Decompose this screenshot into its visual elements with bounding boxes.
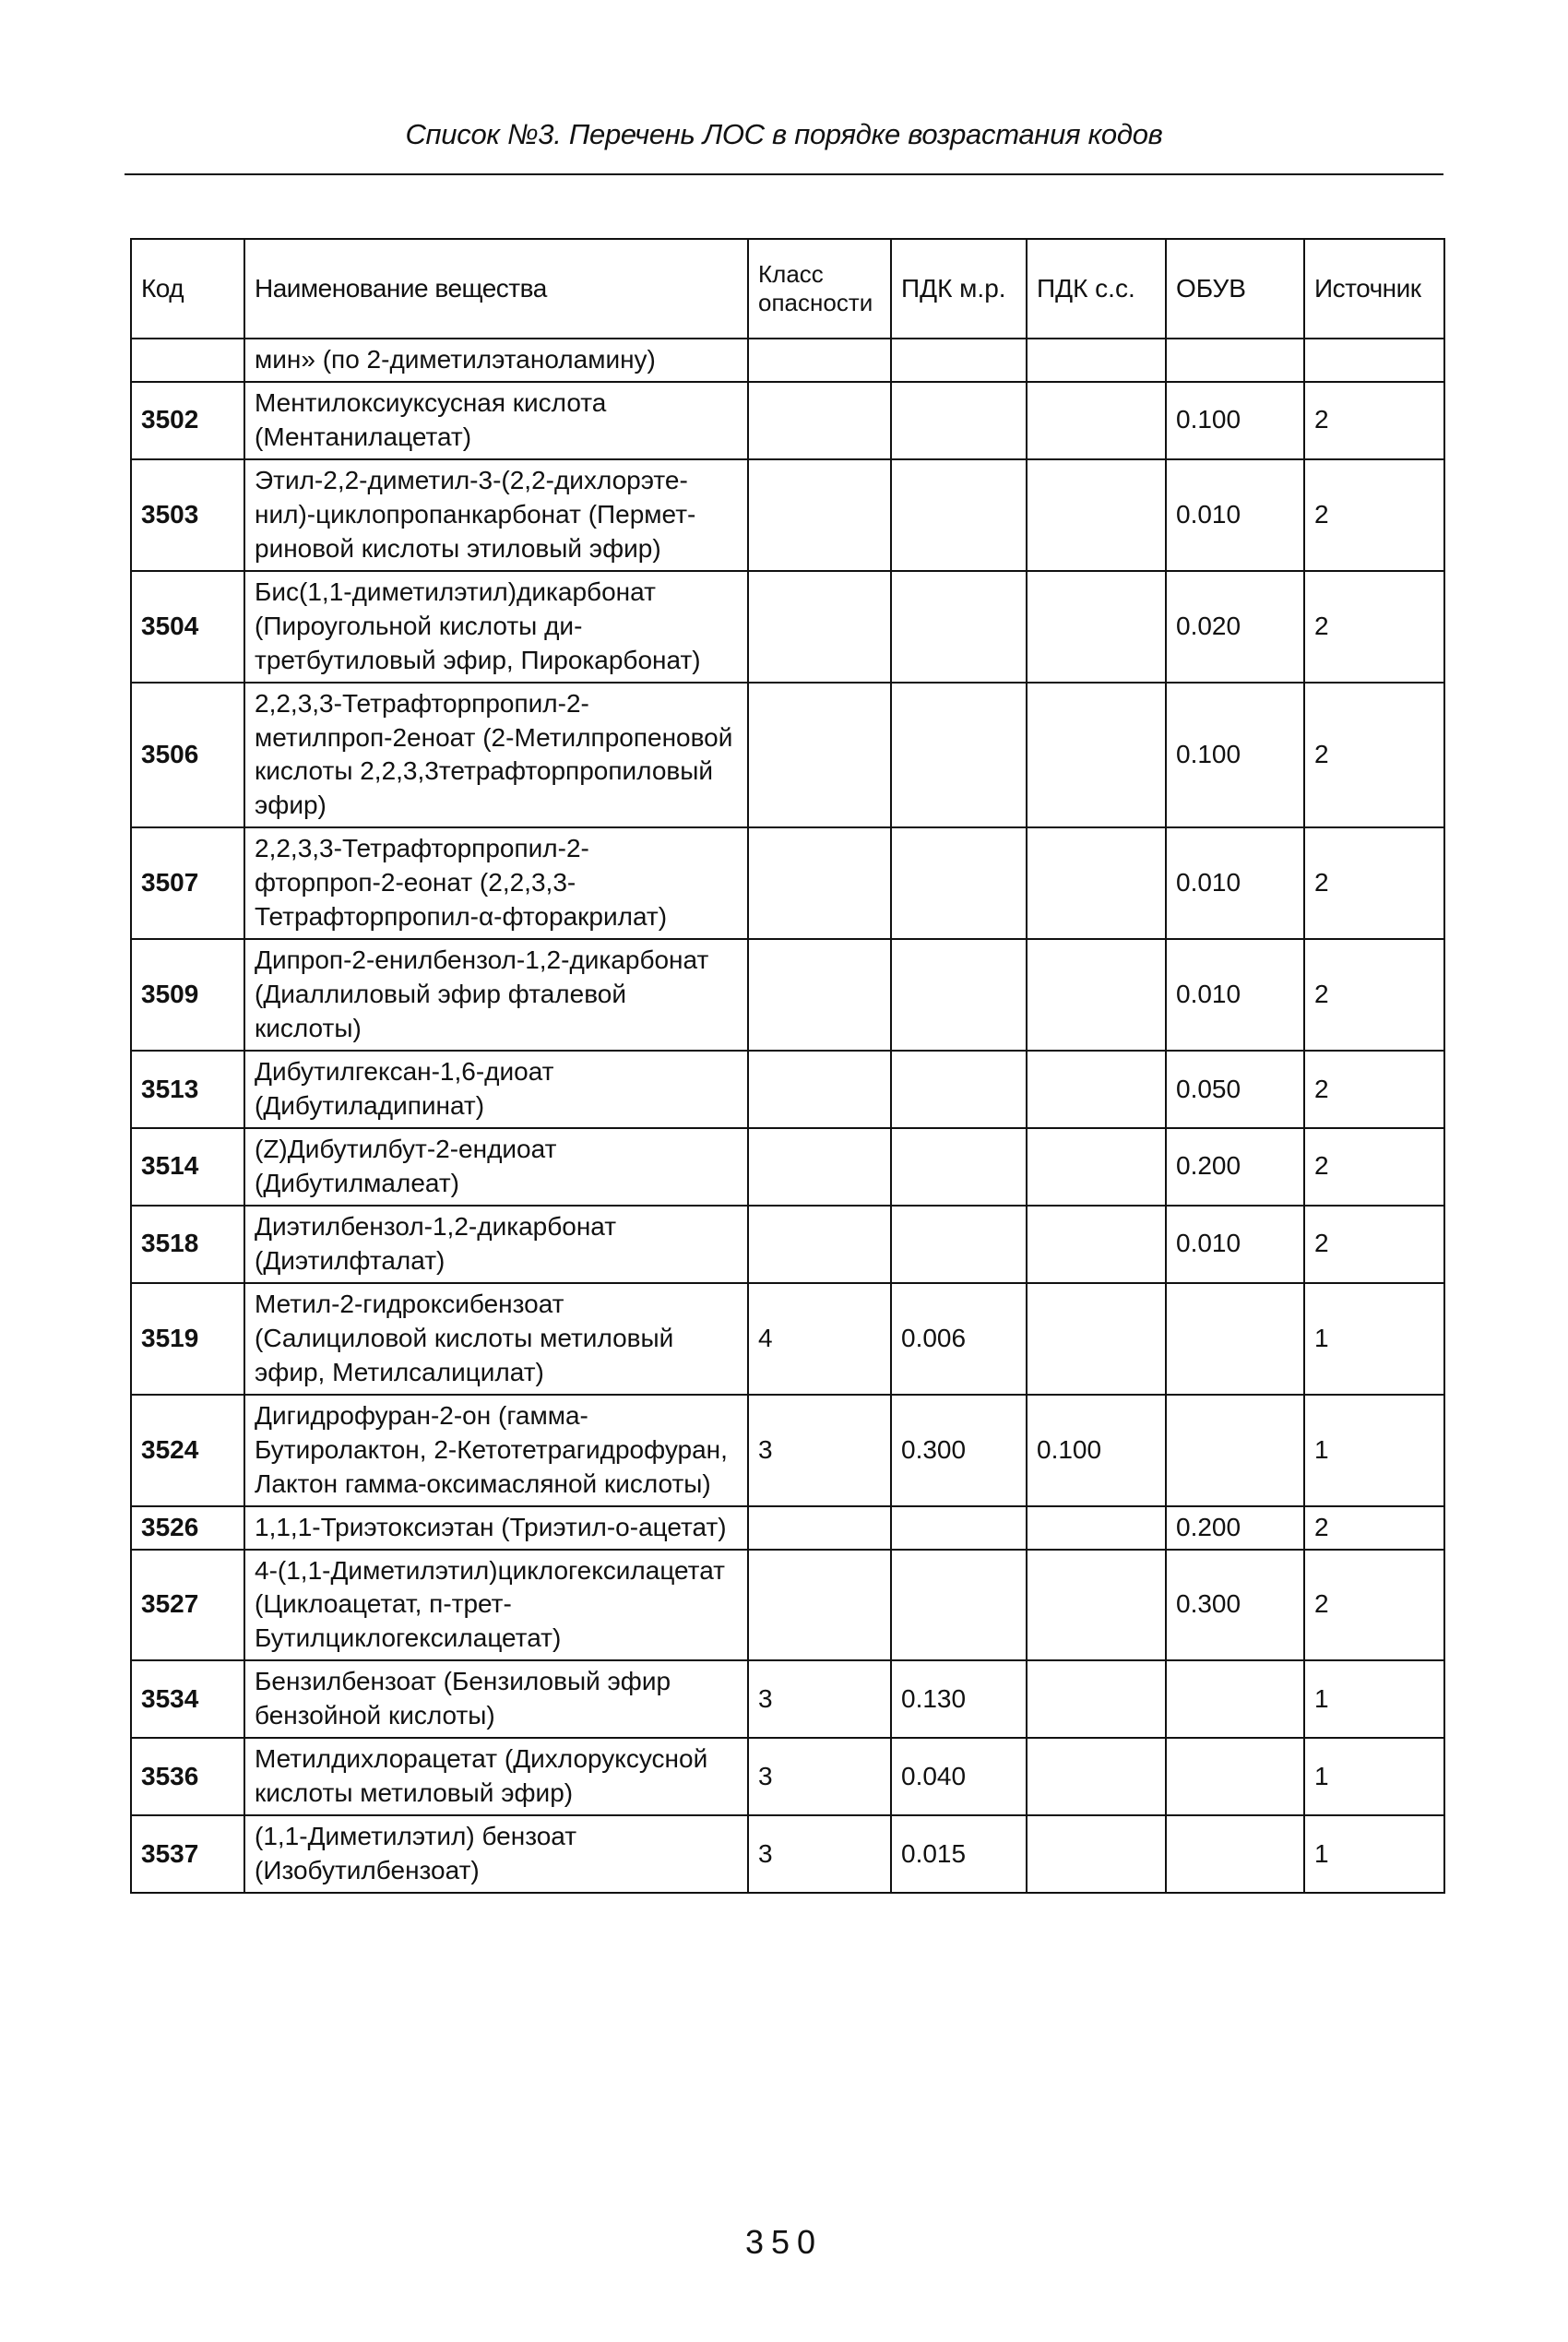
substance-table-wrapper xyxy=(130,238,1443,1894)
cell-obuv xyxy=(1166,1815,1304,1893)
cell-hazard-class xyxy=(748,571,891,683)
table-row xyxy=(131,571,1444,683)
cell-hazard-class xyxy=(748,1506,891,1550)
cell-pdk-mr xyxy=(891,339,1027,382)
cell-obuv xyxy=(1166,1738,1304,1815)
cell-substance-name: 2,2,3,3-Тетрафторпропил-2-фторпроп-2-еонат (2,2,3,3-Тетрафторпропил-α-фторакрилат) xyxy=(244,827,748,939)
cell-hazard-class xyxy=(748,382,891,459)
column-header-obuv: ОБУВ xyxy=(1166,239,1304,339)
cell-substance-name: (1,1-Диметилэтил) бензоат (Изобутилбензоат) xyxy=(244,1815,748,1893)
cell-pdk-mr xyxy=(891,683,1027,828)
cell-code: 3534 xyxy=(131,1660,244,1738)
table-row xyxy=(131,683,1444,828)
cell-substance-name: Ментилоксиуксусная кислота (Ментанилацетат) xyxy=(244,382,748,459)
cell-pdk-mr xyxy=(891,1206,1027,1283)
cell-pdk-ss xyxy=(1027,1815,1166,1893)
cell-substance-name: 1,1,1-Триэтоксиэтан (Триэтил-о-ацетат) xyxy=(244,1506,748,1550)
cell-source: 2 xyxy=(1304,1128,1444,1206)
cell-substance-name: Этил-2,2-диметил-3-(2,2-дихлорэте-нил)-циклопропанкарбонат (Пермет-риновой кислоты этиловый эфир) xyxy=(244,459,748,571)
cell-code: 3536 xyxy=(131,1738,244,1815)
cell-hazard-class xyxy=(748,1550,891,1661)
cell-hazard-class: 3 xyxy=(748,1815,891,1893)
cell-pdk-ss xyxy=(1027,683,1166,828)
cell-hazard-class: 4 xyxy=(748,1283,891,1395)
cell-code xyxy=(131,339,244,382)
cell-code: 3509 xyxy=(131,939,244,1051)
cell-code: 3526 xyxy=(131,1506,244,1550)
cell-obuv: 0.010 xyxy=(1166,459,1304,571)
cell-substance-name: Метил-2-гидроксибензоат (Салициловой кислоты метиловый эфир, Метилсалицилат) xyxy=(244,1283,748,1395)
cell-pdk-ss xyxy=(1027,827,1166,939)
cell-code: 3519 xyxy=(131,1283,244,1395)
cell-pdk-ss xyxy=(1027,382,1166,459)
cell-source: 2 xyxy=(1304,939,1444,1051)
column-header-pdk-ss: ПДК с.с. xyxy=(1027,239,1166,339)
cell-obuv: 0.050 xyxy=(1166,1051,1304,1128)
cell-pdk-ss: 0.100 xyxy=(1027,1395,1166,1506)
cell-hazard-class: 3 xyxy=(748,1395,891,1506)
cell-obuv: 0.020 xyxy=(1166,571,1304,683)
cell-substance-name: (Z)Дибутилбут-2-ендиоат (Дибутилмалеат) xyxy=(244,1128,748,1206)
table-body xyxy=(131,339,1444,1893)
cell-substance-name: мин» (по 2-диметилэтаноламину) xyxy=(244,339,748,382)
cell-code: 3537 xyxy=(131,1815,244,1893)
cell-hazard-class: 3 xyxy=(748,1660,891,1738)
cell-substance-name: 4-(1,1-Диметилэтил)циклогексилацетат (Циклоацетат, п-трет-Бутилциклогексилацетат) xyxy=(244,1550,748,1661)
cell-source: 1 xyxy=(1304,1738,1444,1815)
table-header-row xyxy=(131,239,1444,339)
cell-hazard-class xyxy=(748,683,891,828)
cell-hazard-class: 3 xyxy=(748,1738,891,1815)
cell-obuv: 0.010 xyxy=(1166,1206,1304,1283)
cell-pdk-mr: 0.040 xyxy=(891,1738,1027,1815)
cell-pdk-ss xyxy=(1027,1506,1166,1550)
cell-substance-name: Бензилбензоат (Бензиловый эфир бензойной кислоты) xyxy=(244,1660,748,1738)
cell-hazard-class xyxy=(748,1051,891,1128)
cell-source: 2 xyxy=(1304,1051,1444,1128)
cell-obuv xyxy=(1166,1395,1304,1506)
cell-pdk-mr xyxy=(891,939,1027,1051)
cell-pdk-mr: 0.300 xyxy=(891,1395,1027,1506)
cell-code: 3527 xyxy=(131,1550,244,1661)
cell-source: 2 xyxy=(1304,1550,1444,1661)
cell-hazard-class xyxy=(748,1128,891,1206)
cell-code: 3507 xyxy=(131,827,244,939)
cell-pdk-mr xyxy=(891,1506,1027,1550)
cell-code: 3514 xyxy=(131,1128,244,1206)
cell-obuv xyxy=(1166,1283,1304,1395)
cell-pdk-ss xyxy=(1027,459,1166,571)
cell-hazard-class xyxy=(748,1206,891,1283)
cell-hazard-class xyxy=(748,339,891,382)
cell-obuv: 0.010 xyxy=(1166,827,1304,939)
cell-obuv: 0.200 xyxy=(1166,1128,1304,1206)
cell-source: 2 xyxy=(1304,683,1444,828)
cell-hazard-class xyxy=(748,459,891,571)
header-divider xyxy=(125,173,1443,175)
cell-pdk-mr xyxy=(891,1051,1027,1128)
cell-substance-name: 2,2,3,3-Тетрафторпропил-2-метилпроп-2еноат (2-Метилпропеновой кислоты 2,2,3,3тетрафторпропиловый эфир) xyxy=(244,683,748,828)
cell-hazard-class xyxy=(748,827,891,939)
cell-code: 3506 xyxy=(131,683,244,828)
table-row xyxy=(131,1738,1444,1815)
table-row xyxy=(131,1395,1444,1506)
cell-substance-name: Диэтилбензол-1,2-дикарбонат (Диэтилфталат) xyxy=(244,1206,748,1283)
table-row xyxy=(131,1206,1444,1283)
cell-pdk-mr xyxy=(891,459,1027,571)
cell-code: 3524 xyxy=(131,1395,244,1506)
cell-source: 2 xyxy=(1304,459,1444,571)
table-row xyxy=(131,339,1444,382)
cell-source: 2 xyxy=(1304,1206,1444,1283)
cell-obuv: 0.010 xyxy=(1166,939,1304,1051)
cell-substance-name: Дипроп-2-енилбензол-1,2-дикарбонат (Диаллиловый эфир фталевой кислоты) xyxy=(244,939,748,1051)
table-row xyxy=(131,459,1444,571)
cell-substance-name: Дибутилгексан-1,6-диоат (Дибутиладипинат) xyxy=(244,1051,748,1128)
cell-source: 1 xyxy=(1304,1395,1444,1506)
cell-substance-name: Метилдихлорацетат (Дихлоруксусной кислоты метиловый эфир) xyxy=(244,1738,748,1815)
cell-pdk-ss xyxy=(1027,339,1166,382)
cell-pdk-ss xyxy=(1027,1738,1166,1815)
cell-source: 1 xyxy=(1304,1660,1444,1738)
cell-pdk-ss xyxy=(1027,1550,1166,1661)
cell-obuv: 0.100 xyxy=(1166,683,1304,828)
cell-pdk-mr xyxy=(891,382,1027,459)
cell-source: 2 xyxy=(1304,382,1444,459)
table-row xyxy=(131,1550,1444,1661)
page-number: 350 xyxy=(744,2223,824,2261)
cell-pdk-mr xyxy=(891,1128,1027,1206)
cell-pdk-ss xyxy=(1027,1206,1166,1283)
cell-pdk-ss xyxy=(1027,1128,1166,1206)
column-header-source: Источник xyxy=(1304,239,1444,339)
cell-source: 2 xyxy=(1304,1506,1444,1550)
cell-pdk-ss xyxy=(1027,571,1166,683)
cell-hazard-class xyxy=(748,939,891,1051)
cell-pdk-mr xyxy=(891,827,1027,939)
cell-pdk-ss xyxy=(1027,1051,1166,1128)
table-row xyxy=(131,1128,1444,1206)
cell-pdk-ss xyxy=(1027,1660,1166,1738)
cell-source: 2 xyxy=(1304,827,1444,939)
column-header-code: Код xyxy=(131,239,244,339)
table-row xyxy=(131,1283,1444,1395)
cell-source: 1 xyxy=(1304,1283,1444,1395)
table-row xyxy=(131,827,1444,939)
cell-substance-name: Бис(1,1-диметилэтил)дикарбонат (Пироугольной кислоты ди-третбутиловый эфир, Пирокарбонат) xyxy=(244,571,748,683)
table-row xyxy=(131,939,1444,1051)
cell-substance-name: Дигидрофуран-2-он (гамма-Бутиролактон, 2-Кетотетрагидрофуран, Лактон гамма-оксимасляной кислоты) xyxy=(244,1395,748,1506)
page-header-title: Список №3. Перечень ЛОС в порядке возрастания кодов xyxy=(405,118,1163,150)
cell-pdk-mr: 0.130 xyxy=(891,1660,1027,1738)
column-header-hazard-class: Класс опасности xyxy=(748,239,891,339)
substance-table xyxy=(130,238,1445,1894)
table-row xyxy=(131,1506,1444,1550)
cell-pdk-mr: 0.006 xyxy=(891,1283,1027,1395)
column-header-name: Наименование вещества xyxy=(244,239,748,339)
table-row xyxy=(131,1815,1444,1893)
cell-code: 3503 xyxy=(131,459,244,571)
cell-code: 3513 xyxy=(131,1051,244,1128)
cell-pdk-mr xyxy=(891,1550,1027,1661)
table-row xyxy=(131,382,1444,459)
column-header-pdk-mr: ПДК м.р. xyxy=(891,239,1027,339)
cell-pdk-mr: 0.015 xyxy=(891,1815,1027,1893)
cell-obuv xyxy=(1166,1660,1304,1738)
cell-obuv xyxy=(1166,339,1304,382)
cell-source: 2 xyxy=(1304,571,1444,683)
cell-obuv: 0.100 xyxy=(1166,382,1304,459)
cell-source xyxy=(1304,339,1444,382)
cell-pdk-ss xyxy=(1027,939,1166,1051)
cell-code: 3502 xyxy=(131,382,244,459)
cell-obuv: 0.200 xyxy=(1166,1506,1304,1550)
cell-pdk-mr xyxy=(891,571,1027,683)
cell-code: 3518 xyxy=(131,1206,244,1283)
cell-code: 3504 xyxy=(131,571,244,683)
cell-source: 1 xyxy=(1304,1815,1444,1893)
cell-pdk-ss xyxy=(1027,1283,1166,1395)
table-row xyxy=(131,1660,1444,1738)
table-row xyxy=(131,1051,1444,1128)
cell-obuv: 0.300 xyxy=(1166,1550,1304,1661)
